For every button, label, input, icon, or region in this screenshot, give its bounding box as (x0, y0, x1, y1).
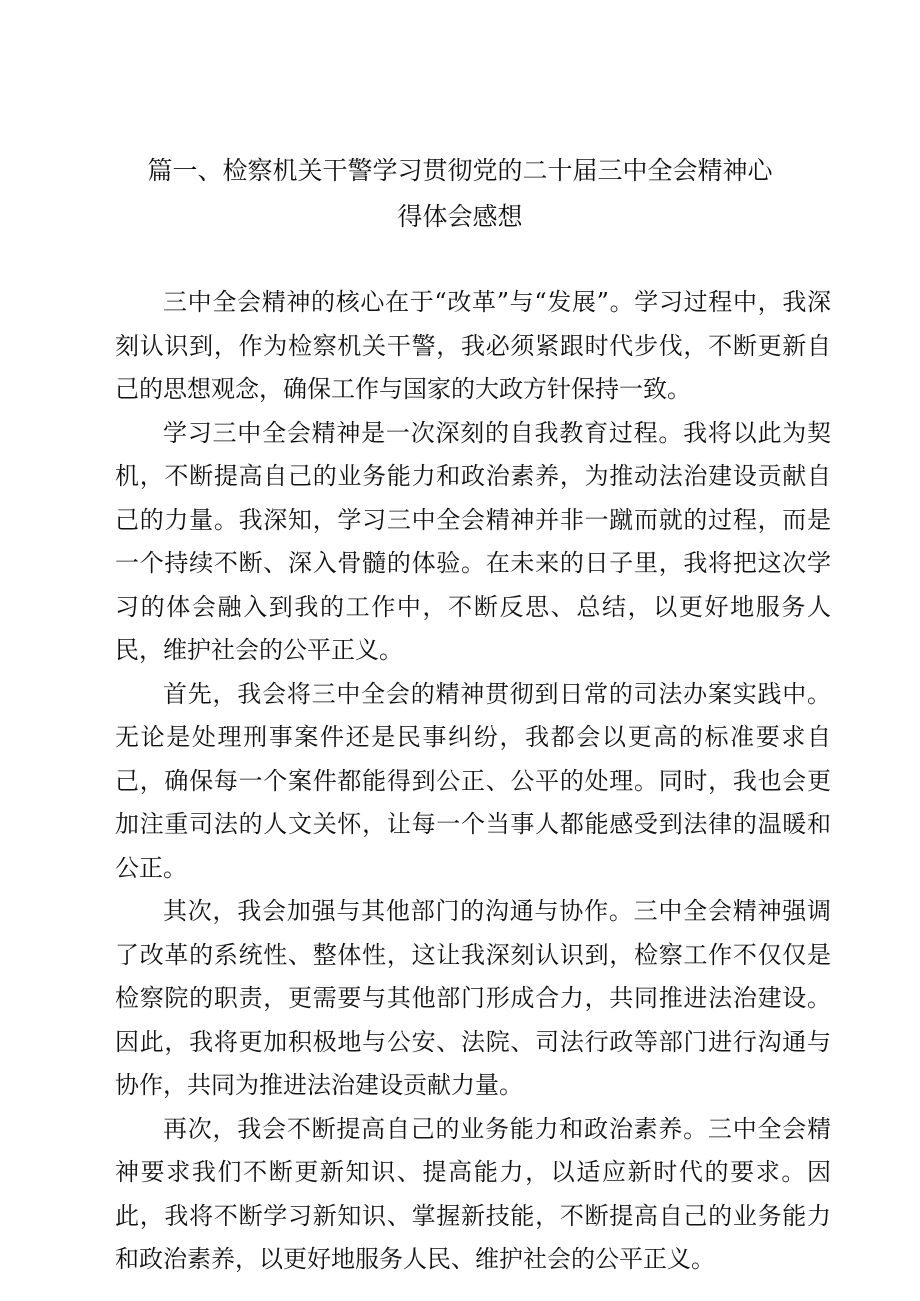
document-body (115, 281, 831, 1282)
title-line-2: 得体会感想 (397, 202, 523, 231)
paragraph-4: 其次，我会加强与其他部门的沟通与协作。三中全会精神强调了改革的系统性、整体性，这让我深刻认识到，检察工作不仅仅是检察院的职责，更需要与其他部门形成合力，共同推进法治建设。因此，我将更加积极地与公安、法院、司法行政等部门进行沟通与协作，共同为推进法治建设贡献力量。 (115, 897, 831, 1099)
paragraph-3: 首先，我会将三中全会的精神贯彻到日常的司法办案实践中。无论是处理刑事案件还是民事纠纷，我都会以更高的标准要求自己，确保每一个案件都能得到公正、公平的处理。同时，我也会更加注重司法的人文关怀，让每一个当事人都能感受到法律的温暖和公正。 (115, 679, 831, 882)
title-line-1: 篇一、检察机关干警学习贯彻党的二十届三中全会精神心 (147, 156, 773, 185)
paragraph-5: 再次，我会不断提高自己的业务能力和政治素养。三中全会精神要求我们不断更新知识、提高能力，以适应新时代的要求。因此，我将不断学习新知识、掌握新技能，不断提高自己的业务能力和政治素养，以更好地服务人民、维护社会的公平正义。 (115, 1114, 831, 1273)
paragraph-1: 三中全会精神的核心在于“改革”与“发展”。学习过程中，我深刻认识到，作为检察机关干警，我必须紧跟时代步伐，不断更新自己的思想观念，确保工作与国家的大政方针保持一致。 (115, 288, 831, 403)
document-title (130, 148, 790, 240)
paragraph-2: 学习三中全会精神是一次深刻的自我教育过程。我将以此为契机，不断提高自己的业务能力和政治素养，为推动法治建设贡献自己的力量。我深知，学习三中全会精神并非一蹴而就的过程，而是一个持续不断、深入骨髓的体验。在未来的日子里，我将把这次学习的体会融入到我的工作中，不断反思、总结，以更好地服务人民，维护社会的公平正义。 (115, 418, 831, 664)
